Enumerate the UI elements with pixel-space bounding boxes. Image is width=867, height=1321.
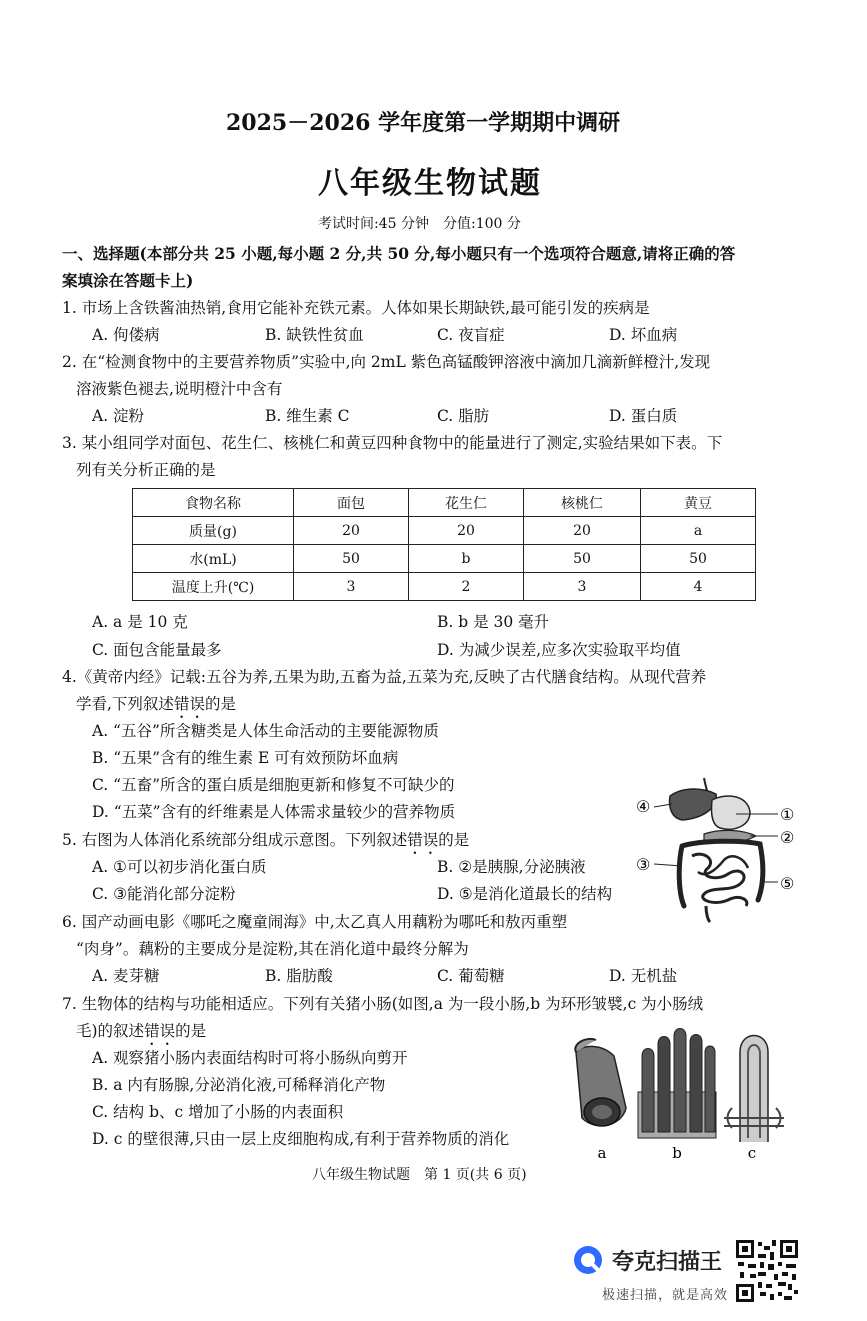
scanner-logo bbox=[572, 1244, 604, 1280]
q7-option-a: A. 观察猪小肠内表面结构时可将小肠纵向剪开 bbox=[92, 1049, 408, 1067]
table-cell: 50 bbox=[641, 545, 756, 573]
q3-stem-line1: 3. 某小组同学对面包、花生仁、核桃仁和黄豆四种食物中的能量进行了测定,实验结果如下表。下 bbox=[62, 434, 723, 452]
table-header-cell: 黄豆 bbox=[641, 489, 756, 517]
q3-option-a: A. a 是 10 克 bbox=[92, 613, 188, 631]
q1-option-b: B. 缺铁性贫血 bbox=[265, 326, 364, 344]
table-cell: b bbox=[409, 545, 524, 573]
q6-stem-line1: 6. 国产动画电影《哪吒之魔童闹海》中,太乙真人用藕粉为哪吒和敖丙重塑 bbox=[62, 913, 568, 931]
q6-stem-line2: “肉身”。藕粉的主要成分是淀粉,其在消化道中最终分解为 bbox=[76, 940, 469, 958]
q2-option-c: C. 脂肪 bbox=[437, 407, 490, 425]
table-cell: 质量(g) bbox=[133, 517, 294, 545]
figure-label-2: ② bbox=[780, 828, 795, 847]
exam-title: 八年级生物试题 bbox=[318, 166, 542, 201]
digestive-system-figure bbox=[632, 774, 812, 924]
q2-option-d: D. 蛋白质 bbox=[609, 407, 678, 425]
q2-stem-line1: 2. 在“检测食物中的主要营养物质”实验中,向 2mL 紫色高锰酸钾溶液中滴加几滴新鲜橙汁,发现 bbox=[62, 353, 711, 371]
exam-meta: 考试时间:45 分钟 分值:100 分 bbox=[318, 216, 521, 232]
q4-option-d: D. “五菜”含有的纤维素是人体需求量较少的营养物质 bbox=[92, 803, 456, 821]
table-header-cell: 食物名称 bbox=[133, 489, 294, 517]
table-header-cell: 面包 bbox=[294, 489, 409, 517]
section-heading-line1: 一、选择题(本部分共 25 小题,每小题 2 分,共 50 分,每小题只有一个选项符合题意,请将正确的答 bbox=[62, 244, 736, 263]
q7-emphasis-text: 错误 bbox=[144, 1022, 176, 1040]
table-cell: a bbox=[641, 517, 756, 545]
figure-label-4: ④ bbox=[636, 797, 651, 816]
q4-stem-text: 学看,下列叙述 bbox=[76, 695, 174, 713]
table-cell: 4 bbox=[641, 573, 756, 601]
q3-stem-line2: 列有关分析正确的是 bbox=[76, 461, 216, 479]
q7-stem-line2 bbox=[76, 1021, 206, 1049]
q5-option-c: C. ③能消化部分淀粉 bbox=[92, 885, 236, 903]
q4-option-c: C. “五畜”所含的蛋白质是细胞更新和修复不可缺少的 bbox=[92, 776, 455, 794]
q6-option-c: C. 葡萄糖 bbox=[437, 967, 505, 985]
q4-stem-line2 bbox=[76, 694, 236, 722]
section-heading-line2: 案填涂在答题卡上) bbox=[62, 271, 194, 290]
table-cell: 20 bbox=[409, 517, 524, 545]
table-cell: 2 bbox=[409, 573, 524, 601]
q7-option-c: C. 结构 b、c 增加了小肠的内表面积 bbox=[92, 1103, 344, 1121]
q3-option-d: D. 为减少误差,应多次实验取平均值 bbox=[437, 641, 681, 659]
q5-option-a: A. ①可以初步消化蛋白质 bbox=[92, 858, 267, 876]
q6-option-a: A. 麦芽糖 bbox=[92, 967, 160, 985]
q3-option-b: B. b 是 30 毫升 bbox=[437, 613, 550, 631]
q7-stem-line1: 7. 生物体的结构与功能相适应。下列有关猪小肠(如图,a 为一段小肠,b 为环形皱襞,c 为小肠绒 bbox=[62, 995, 704, 1013]
q2-option-a: A. 淀粉 bbox=[92, 407, 145, 425]
q1-stem: 1. 市场上含铁酱油热销,食用它能补充铁元素。人体如果长期缺铁,最可能引发的疾病是 bbox=[62, 299, 650, 317]
q3-option-c: C. 面包含能量最多 bbox=[92, 641, 222, 659]
q1-option-d: D. 坏血病 bbox=[609, 326, 678, 344]
intestine-segment-image bbox=[575, 1039, 626, 1126]
scanner-slogan: 极速扫描，就是高效 bbox=[602, 1288, 729, 1303]
q4-option-a: A. “五谷”所含糖类是人体生命活动的主要能源物质 bbox=[92, 722, 439, 740]
q4-emphasis-text: 错误 bbox=[173, 695, 205, 713]
q5-stem-text-end: 的是 bbox=[438, 831, 470, 849]
q6-option-d: D. 无机盐 bbox=[609, 967, 678, 985]
q5-emphasis-text: 错误 bbox=[407, 831, 439, 849]
q7-option-d: D. c 的壁很薄,只由一层上皮细胞构成,有利于营养物质的消化 bbox=[92, 1130, 510, 1148]
figure-label-a: a bbox=[597, 1144, 607, 1162]
q4-stem-line1: 4.《黄帝内经》记载:五谷为养,五果为助,五畜为益,五菜为充,反映了古代膳食结构。从现代营养 bbox=[62, 668, 707, 686]
q7-stem-text: 毛)的叙述 bbox=[76, 1022, 145, 1040]
table-cell: 水(mL) bbox=[133, 545, 294, 573]
scanner-brand: 夸克扫描王 bbox=[612, 1250, 723, 1275]
q5-stem-text: 5. 右图为人体消化系统部分组成示意图。下列叙述 bbox=[62, 831, 408, 849]
figure-label-b: b bbox=[672, 1144, 682, 1162]
table-row bbox=[133, 517, 756, 545]
table-cell: 50 bbox=[524, 545, 641, 573]
qr-code-icon bbox=[734, 1238, 800, 1304]
q7-stem-text-end: 的是 bbox=[175, 1022, 207, 1040]
table-cell: 3 bbox=[524, 573, 641, 601]
q2-option-b: B. 维生素 C bbox=[265, 407, 350, 425]
q5-stem bbox=[62, 830, 469, 858]
q3-data-table bbox=[132, 488, 756, 601]
figure-label-3: ③ bbox=[636, 855, 651, 874]
circular-folds-image bbox=[638, 1029, 716, 1139]
table-cell: 20 bbox=[524, 517, 641, 545]
q2-stem-line2: 溶液紫色褪去,说明橙汁中含有 bbox=[76, 380, 283, 398]
q4-stem-text-end: 的是 bbox=[204, 695, 236, 713]
q4-option-b: B. “五果”含有的维生素 E 可有效预防坏血病 bbox=[92, 749, 399, 767]
villus-image bbox=[724, 1036, 784, 1143]
q1-option-a: A. 佝偻病 bbox=[92, 326, 160, 344]
table-cell: 温度上升(℃) bbox=[133, 573, 294, 601]
small-intestine-figure bbox=[562, 1022, 790, 1162]
q5-option-d: D. ⑤是消化道最长的结构 bbox=[437, 885, 613, 903]
table-row bbox=[133, 573, 756, 601]
table-header-cell: 花生仁 bbox=[409, 489, 524, 517]
quark-logo-icon bbox=[572, 1244, 604, 1276]
figure-label-1: ① bbox=[780, 805, 795, 824]
table-cell: 20 bbox=[294, 517, 409, 545]
table-cell: 50 bbox=[294, 545, 409, 573]
q1-option-c: C. 夜盲症 bbox=[437, 326, 505, 344]
q6-option-b: B. 脂肪酸 bbox=[265, 967, 333, 985]
figure-label-c: c bbox=[747, 1144, 757, 1162]
q7-option-b: B. a 内有肠腺,分泌消化液,可稀释消化产物 bbox=[92, 1076, 386, 1094]
figure-label-5: ⑤ bbox=[780, 874, 795, 893]
table-cell: 3 bbox=[294, 573, 409, 601]
exam-year-line: 2025－2026 学年度第一学期期中调研 bbox=[226, 110, 621, 136]
table-row bbox=[133, 489, 756, 517]
q5-option-b: B. ②是胰腺,分泌胰液 bbox=[437, 858, 586, 876]
table-row bbox=[133, 545, 756, 573]
page-footer: 八年级生物试题 第 1 页(共 6 页) bbox=[312, 1167, 527, 1183]
table-header-cell: 核桃仁 bbox=[524, 489, 641, 517]
